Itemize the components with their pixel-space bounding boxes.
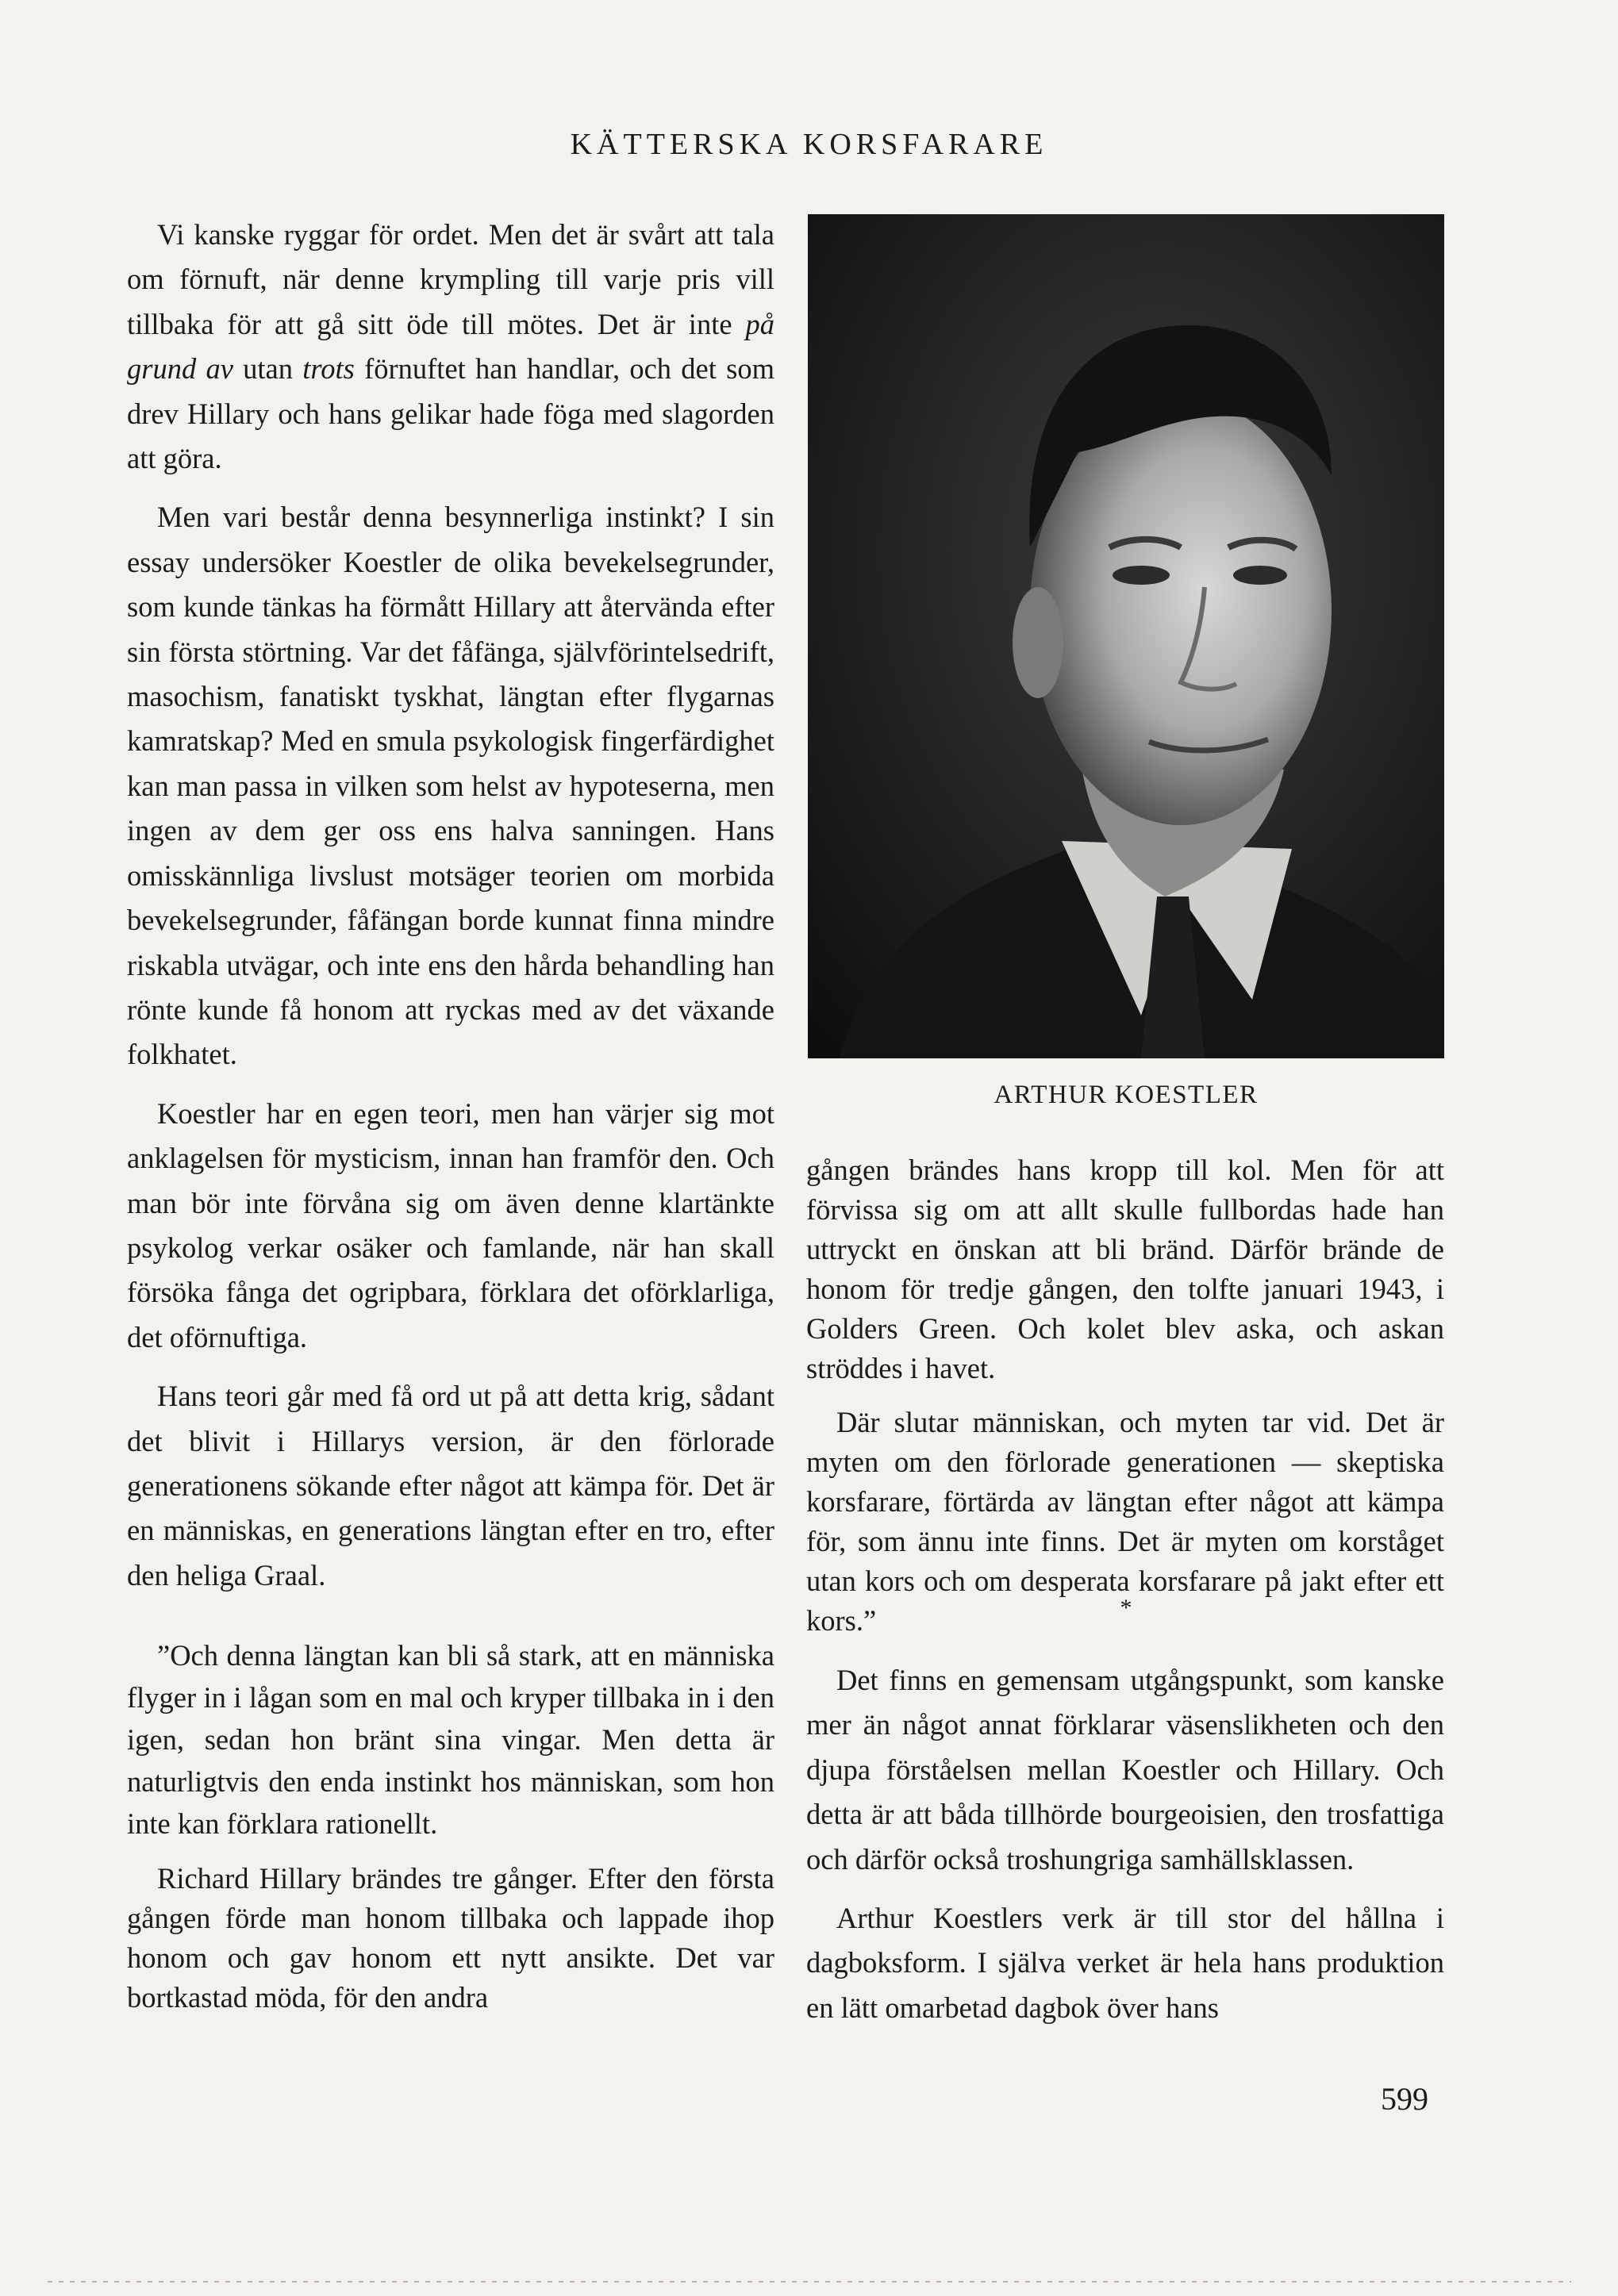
paragraph-bourgeoisie: Det finns en gemensam utgångspunkt, som kanske mer än något annat förklarar väsenslikheten och den djupa förståelsen mellan Koestler och Hillary. Och detta är att båda tillhörde bourgeoisien, den trosfattiga och därför också troshungriga samhällsklassen.	[806, 1664, 1444, 1876]
paragraph-3: Koestler har en egen teori, men han värjer sig mot anklagelsen för mysticism, innan han framför den. Och man bör inte förvåna sig om även denne klartänkte psykolog verkar osäker och famlande, när han skall försöka fånga det ogripbara, förklara det oförklarliga, det oförnuftiga.	[127, 1096, 774, 1353]
portrait-photo	[808, 214, 1444, 1058]
text-span: Vi kanske ryggar för ordet. Men det är svårt att tala om förnuft, när denne krympling till varje pris vill tillbaka för att gå sitt öde till mötes. Det är inte	[127, 218, 774, 340]
running-header: KÄTTERSKA KORSFARARE	[570, 128, 1048, 161]
portrait-illustration	[808, 214, 1444, 1058]
left-column	[127, 213, 774, 2032]
emphasis: på grund av	[127, 307, 774, 386]
right-column-lower	[806, 1658, 1444, 2045]
text-span: utan	[233, 352, 303, 386]
paragraph-diary: Arthur Koestlers verk är till stor del hållna i dagboksform. I själva verket är hela hans produktion en lätt omarbetad dagbok över hans	[806, 1902, 1444, 2024]
quote-paragraph: ”Och denna längtan kan bli så stark, att en människa flyger in i lågan som en mal och kryper tillbaka in i den igen, sedan hon bränt sina vingar. Men detta är naturligtvis den enda instinkt hos människan, som hon inte kan förklara rationellt.	[127, 1639, 774, 1841]
photo-caption: ARTHUR KOESTLER	[993, 1081, 1259, 1109]
emphasis: trots	[302, 352, 355, 386]
paragraph-1	[127, 213, 774, 481]
paragraph-2: Men vari består denna besynnerliga instinkt? I sin essay undersöker Koestler de olika bevekelsegrunder, som kunde tänkas ha förmått Hillary att återvända efter sin första störtning. Var det fåfänga, självförintelsedrift, masochism, fanatiskt tyskhat, längtan efter flygarnas kamratskap? Med en smula psykologisk fingerfärdighet kan man passa in vilken som helst av hypoteserna, men ingen av dem ger oss ens halva sanningen. Hans omisskännliga livslust motsäger teorien om morbida bevekelsegrunder, fåfängan borde kunnat finna mindre riskabla utvägar, och inte ens den hårda behandling han rönte kunde få honom att ryckas med av det växande folkhatet.	[127, 501, 774, 1071]
text-span: förnuftet han handlar, och det som drev Hillary och hans gelikar hade föga med slagorden att göra.	[127, 352, 774, 475]
page-number: 599	[1381, 2081, 1428, 2117]
page-edge-rule	[48, 2281, 1571, 2283]
paragraph-myth: Där slutar människan, och myten tar vid. Det är myten om den förlorade generationen — skeptiska korsfarare, förtärda av längtan efter något att kämpa för, som ännu inte finns. Det är myten om korståget utan kors och om desperata korsfarare på jakt efter ett kors.”	[806, 1406, 1444, 1637]
paragraph-6: Richard Hillary brändes tre gånger. Efter den första gången förde man honom tillbaka och lappade ihop honom och gav honom ett nytt ansikte. Det var bortkastad möda, för den andra	[127, 1862, 774, 2014]
paragraph-continued: gången brändes hans kropp till kol. Men för att förvissa sig om att allt skulle fullbordas hade han uttryckt en önskan att bli bränd. Därför brände de honom för tredje gången, den tolfte januari 1943, i Golders Green. Och kolet blev aska, och askan ströddes i havet.	[806, 1154, 1444, 1384]
right-column	[806, 1150, 1444, 1655]
section-break-asterisk: *	[1120, 1595, 1132, 1621]
paragraph-4: Hans teori går med få ord ut på att detta krig, sådant det blivit i Hillarys version, är den förlorade generationens sökande efter något att kämpa för. Det är en människas, en generations längtan efter en tro, efter den heliga Graal.	[127, 1380, 774, 1591]
